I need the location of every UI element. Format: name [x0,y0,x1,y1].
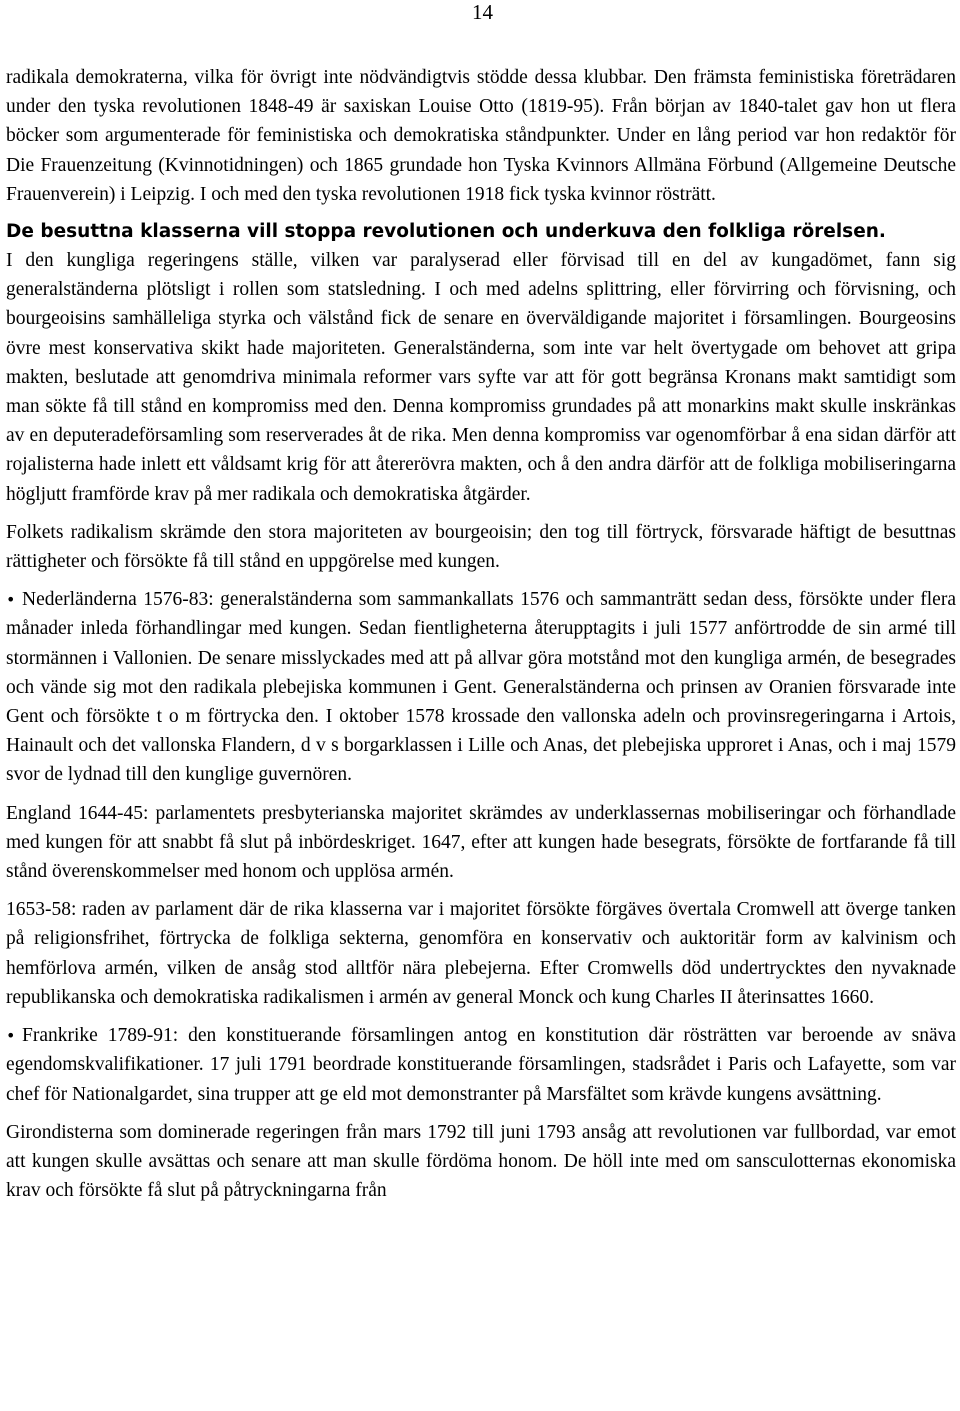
paragraph-england: England 1644-45: parlamentets presbyterianska majoritet skrämdes av underklassernas mobiliseringar och förhandlade med kungen för att snabbt få slut på inbördeskriget. 1647, efter att kungen hade besegrats, försökte de fortfarande få till stånd överenskommelser med honom och upplösa armén. [6,802,956,883]
paragraph-folkets-radikalism: Folkets radikalism skrämde den stora majoriteten av bourgeoisin; den tog till förtryck, försvarade häftigt de besuttnas rättigheter och försökte få till stånd en uppgörelse med kungen. [6,521,956,573]
document-body [6,63,956,1205]
paragraph-frankrike-text: Frankrike 1789-91: den konstituerande församlingen antog en konstitution där rösträtten var beroende av snäva egendomskvalifikationer. 17 juli 1791 beordrade konstituerande församlingen, stadsrådet i Paris och Lafayette, som var chef för Nationalgardet, sina trupper att ge eld mot demonstranter på Marsfältet som krävde kungens avsättning. [6,1025,956,1105]
paragraph-girondisterna: Girondisterna som dominerade regeringen från mars 1792 till juni 1793 ansåg att revolutionen var fullbordad, var emot att kungen skulle avsättas och senare att man skulle fördöma honom. De höll inte med om sansculotternas ekonomiska krav och försökte få slut på påtryckningarna från [6,1121,956,1202]
bullet-icon: • [6,590,16,610]
page-number: 14 [472,0,493,24]
paragraph-louise-otto: radikala demokraterna, vilka för övrigt inte nödvändigtvis stödde dessa klubbar. Den främsta feministiska företrädaren under den tyska revolutionen 1848-49 är saxiskan Louise Otto (1819-95). Från början av 1840-talet gav hon ut flera böcker som argumenterade för feministiska och demokratiska ståndpunkter. Under en lång period var hon redaktör för Die Frauenzeitung (Kvinnotidningen) och 1865 grundade hon Tyska Kvinnors Allmäna Förbund (Allgemeine Deutsche Frauenverein) i Leipzig. I och med den tyska revolutionen 1918 fick tyska kvinnor rösträtt. [6,67,956,205]
section-heading: De besuttna klasserna vill stoppa revolutionen och underkuva den folkliga rörelsen. [6,221,886,243]
paragraph-generalstanderna: I den kungliga regeringens ställe, vilken var paralyserad eller förvisad till en del av kungadömet, fann sig generalständerna plötsligt i rollen som statsledning. I och med adelns splittring, eller förvirring och förvisning, och bourgeoisins samhälleliga styrka och välstånd fick de senare en överväldigande majoritet i församlingen. Bourgeosins övre mest konservativa skikt hade majoriteten. Generalständerna, som inte var helt övertygade om behovet att gripa makten, beslutade att genomdriva minimala reformer vars syfte var att för gott begränsa Kronans makt samtidigt som man sökte få till stånd en kompromiss med den. Denna kompromiss grundades på att monarkins makt skulle inskränkas av en deputeradeförsamling som reserverades åt de rika. Men denna kompromiss var ogenomförbar å ena sidan därför att rojalisterna hade inlett ett våldsamt krig för att återerövra makten, och å den andra därför att de folkliga mobiliseringarna högljutt framförde krav på mer radikala och demokratiska åtgärder. [6,250,956,505]
bullet-icon: • [6,1026,16,1046]
paragraph-frankrike [6,1021,956,1109]
paragraph-cromwell: 1653-58: raden av parlament där de rika klasserna var i majoritet försökte förgäves övertala Cromwell att överge tanken på religionsfrihet, förtrycka de folkliga sekterna, genomföra en konservativ och auktoritär form av kalvinism och hemförlova armén, vilken de ansåg stod alltför nära plebejerna. Efter Cromwells död undertrycktes den nyvaknade republikanska och demokratiska radikalismen i armén av general Monck och kung Charles II återinsattes 1660. [6,899,956,1008]
paragraph-nederlanderna-text: Nederländerna 1576-83: generalständerna som sammankallats 1576 och sammanträtt sedan dess, försökte under flera månader inleda förhandlingar med kungen. Sedan fientligheterna återupptagits i juli 1577 anförtrodde de sin armé till stormännen i Vallonien. De senare misslyckades med att på allvar göra motstånd mot den kungliga armén, de besegrades och vände sig mot den radikala plebejiska kommunen i Gent. Generalständerna och prinsen av Oranien försvarade inte Gent och försökte t o m förtrycka den. I oktober 1578 krossade den vallonska adeln och provinsregeringarna i Artois, Hainault och det vallonska Flandern, d v s borgarklassen i Lille och Anas, det plebejiska upproret i Anas, och i maj 1579 svor de lydnad till den kunglige guvernören. [6,589,956,786]
paragraph-nederlanderna [6,585,956,789]
